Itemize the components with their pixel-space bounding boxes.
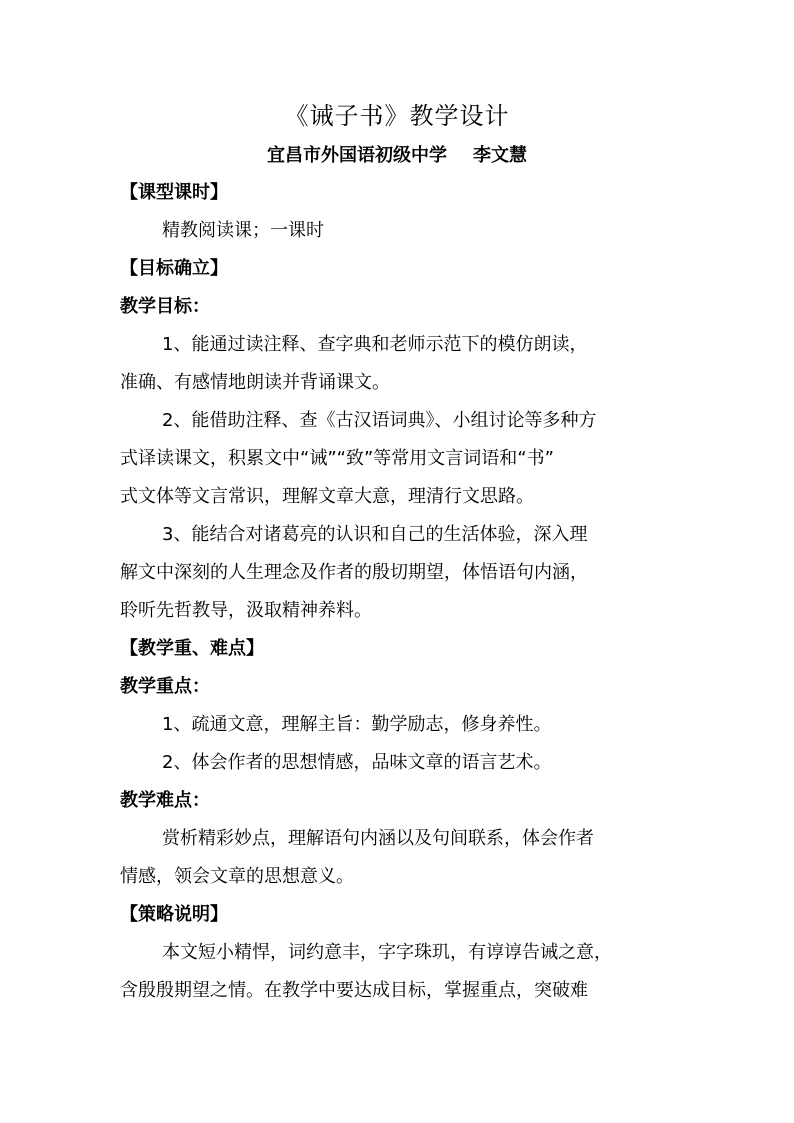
lesson-type-content: 精教阅读课；一课时 xyxy=(162,220,324,241)
section-heading-key-points: 【教学重、难点】 xyxy=(120,638,264,659)
focus-subheading: 教学重点： xyxy=(120,676,210,697)
strategy-line-2: 含殷殷期望之情。在教学中要达成目标，掌握重点，突破难 xyxy=(120,980,588,1001)
author-school: 宜昌市外国语初级中学 xyxy=(267,145,447,166)
objective-2-line-1: 2、能借助注释、查《古汉语词典》、小组讨论等多种方 xyxy=(162,410,597,431)
section-heading-strategy: 【策略说明】 xyxy=(120,904,228,925)
section-heading-lesson-type: 【课型课时】 xyxy=(120,182,228,203)
focus-item-2: 2、体会作者的思想情感，品味文章的语言艺术。 xyxy=(162,752,552,773)
objective-3-line-2: 解文中深刻的人生理念及作者的殷切期望，体悟语句内涵， xyxy=(120,562,588,583)
focus-item-1: 1、疏通文意，理解主旨：勤学励志，修身养性。 xyxy=(162,714,552,735)
difficulty-line-2: 情感，领会文章的思想意义。 xyxy=(120,866,354,887)
objective-1-line-2: 准确、有感情地朗读并背诵课文。 xyxy=(120,372,390,393)
strategy-line-1: 本文短小精悍，词约意丰，字字珠玑，有谆谆告诫之意， xyxy=(162,942,612,963)
objective-2-line-2: 式译读课文，积累文中“诫”“致”等常用文言词语和“书” xyxy=(120,448,554,469)
objective-3-line-3: 聆听先哲教导，汲取精神养料。 xyxy=(120,600,372,621)
objective-2-line-3: 式文体等文言常识，理解文章大意，理清行文思路。 xyxy=(120,486,534,507)
difficulty-subheading: 教学难点： xyxy=(120,790,210,811)
author-name: 李文慧 xyxy=(473,145,527,166)
section-heading-objectives: 【目标确立】 xyxy=(120,258,228,279)
difficulty-line-1: 赏析精彩妙点，理解语句内涵以及句间联系，体会作者 xyxy=(162,828,594,849)
author-line xyxy=(0,142,794,170)
objective-1-line-1: 1、能通过读注释、查字典和老师示范下的模仿朗读， xyxy=(162,334,588,355)
objectives-subheading: 教学目标： xyxy=(120,296,210,317)
objective-3-line-1: 3、能结合对诸葛亮的认识和自己的生活体验，深入理 xyxy=(162,524,588,545)
document-title: 《诫子书》教学设计 xyxy=(284,102,510,130)
